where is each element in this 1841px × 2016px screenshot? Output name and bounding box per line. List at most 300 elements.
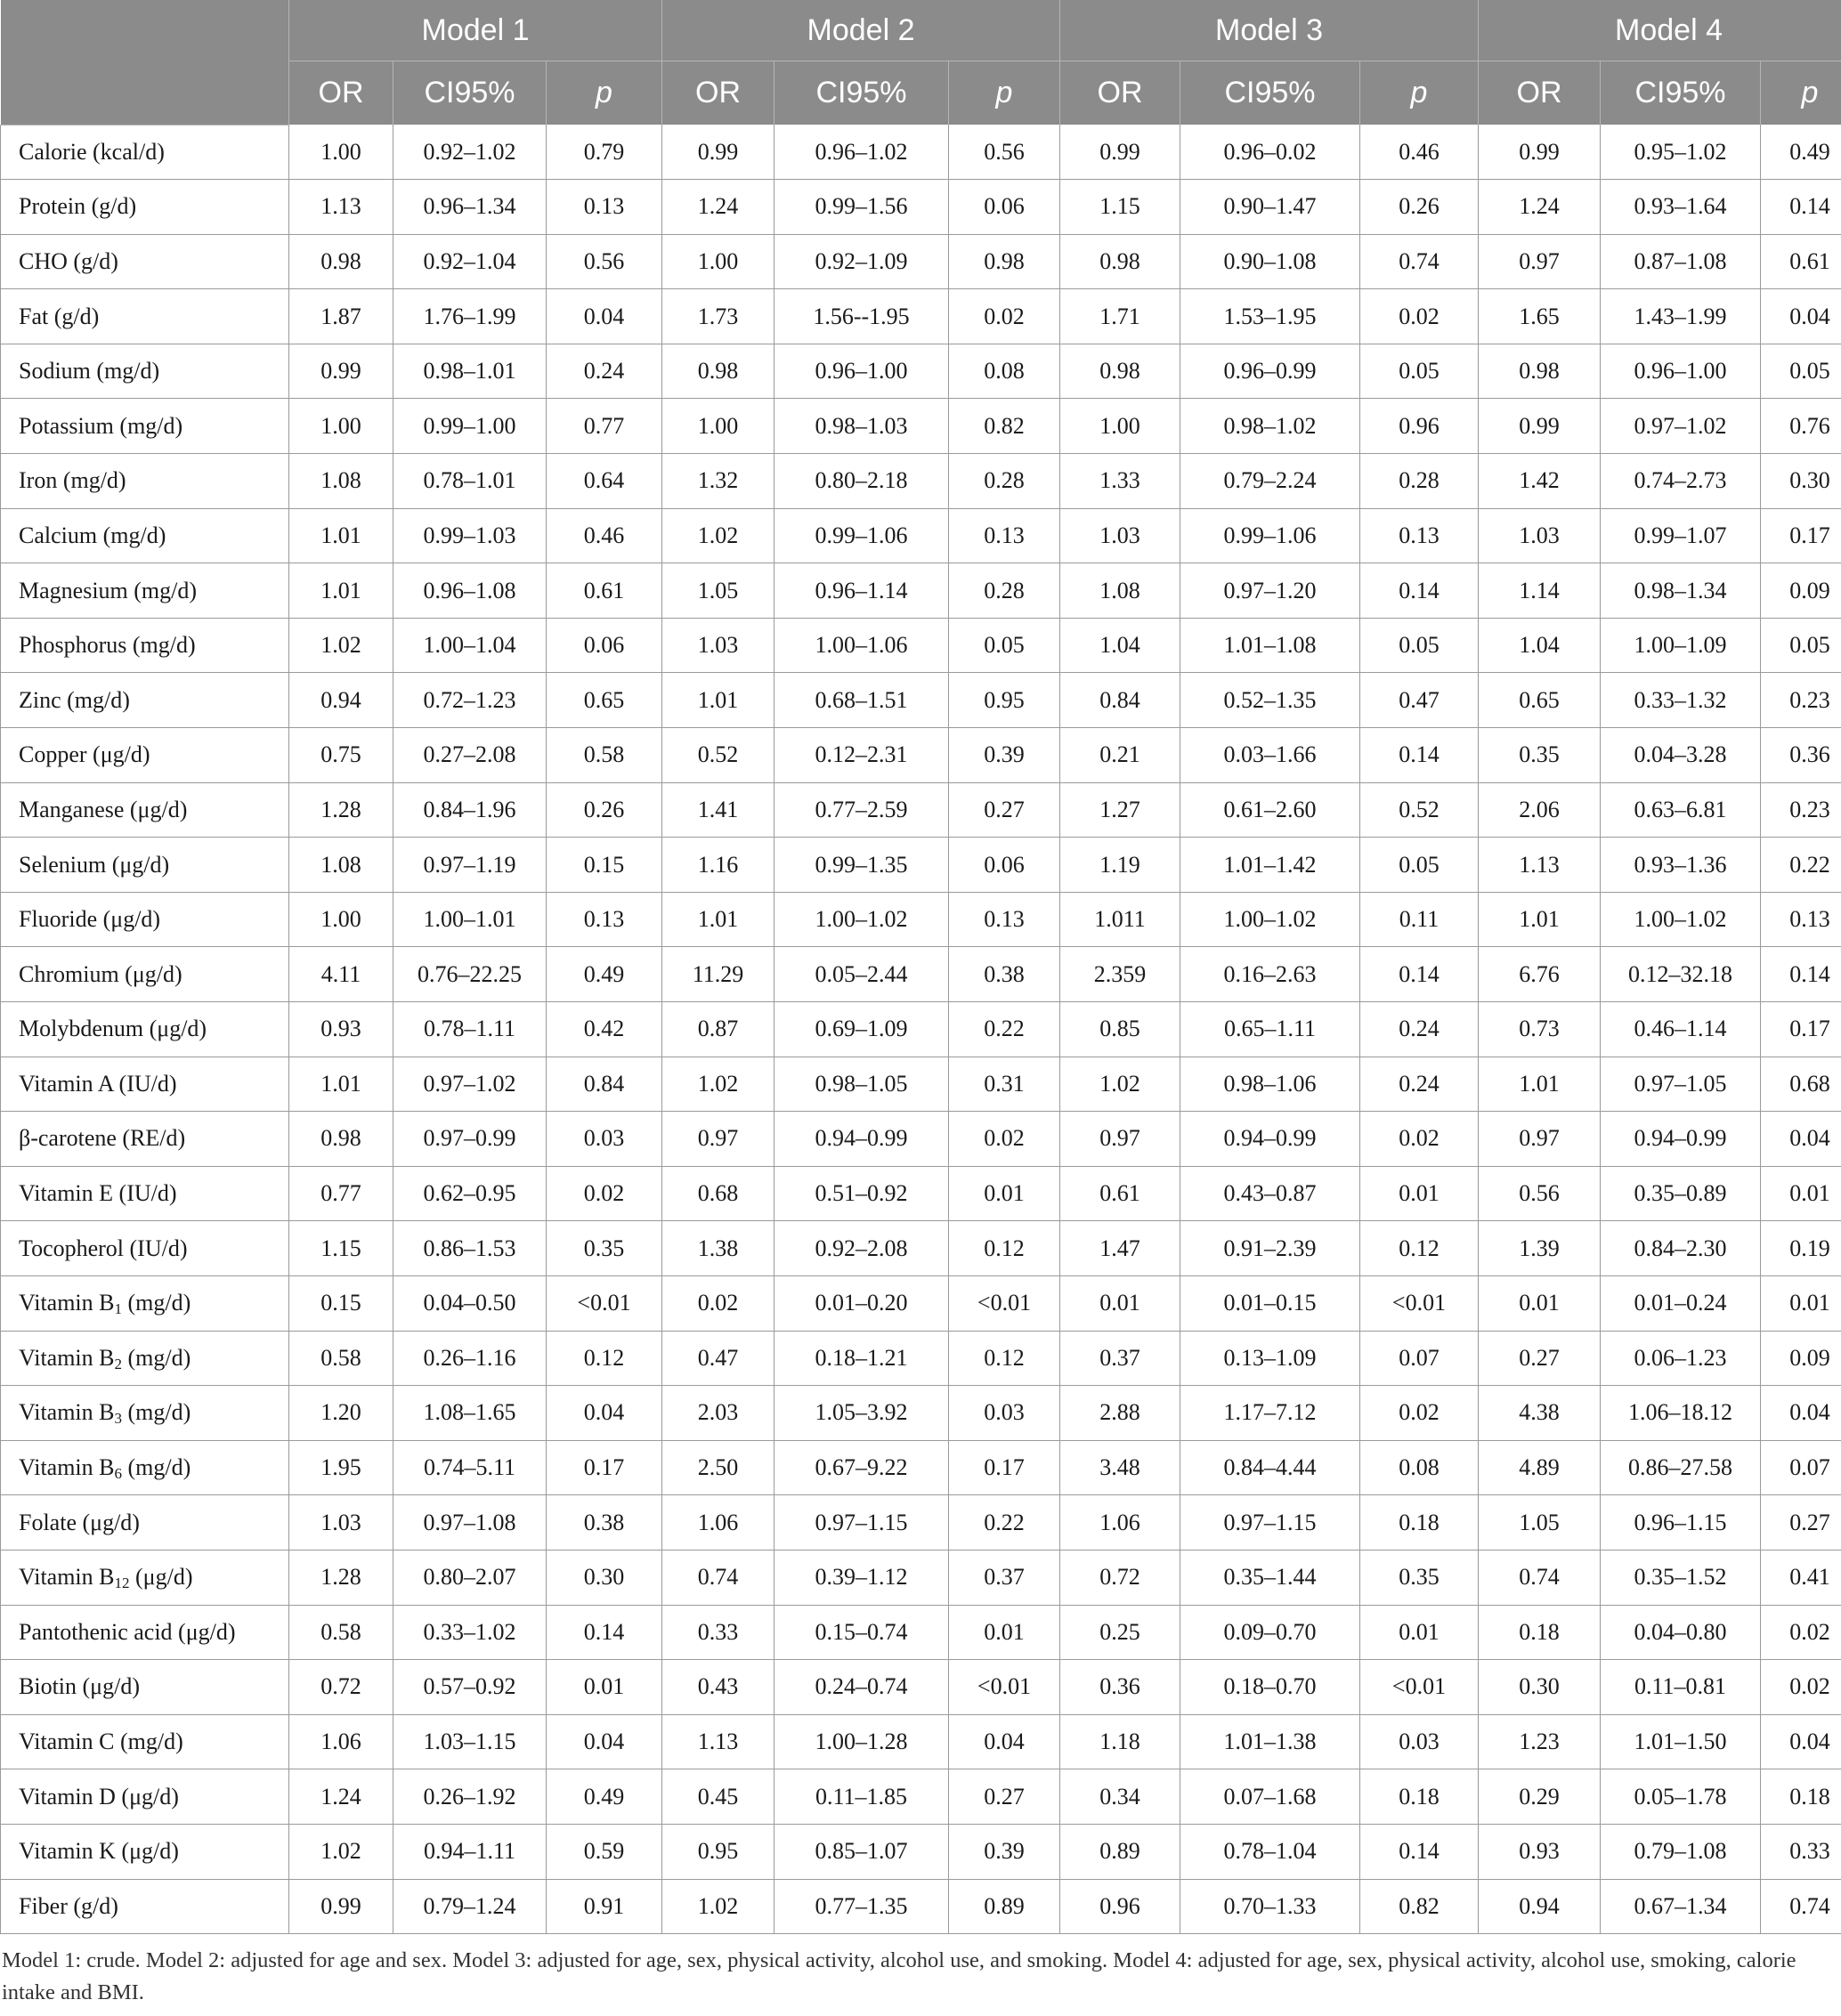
- or-value: 1.02: [289, 618, 393, 673]
- or-value: 1.47: [1060, 1221, 1180, 1276]
- ci-value: 0.98–1.01: [393, 344, 547, 399]
- or-value: 1.01: [289, 508, 393, 563]
- p-value: 0.05: [1761, 618, 1841, 673]
- or-value: 1.00: [1060, 399, 1180, 454]
- row-label-text: Vitamin A (IU/d): [19, 1070, 177, 1097]
- ci-value: 0.94–1.11: [393, 1824, 547, 1879]
- ci-value: 0.67–1.34: [1601, 1879, 1761, 1934]
- table-row: [1, 1112, 1841, 1167]
- or-value: 1.13: [289, 180, 393, 235]
- p-value: 0.17: [949, 1440, 1060, 1495]
- p-value: 0.74: [1761, 1879, 1841, 1934]
- p-value: 0.30: [1761, 454, 1841, 509]
- row-label-subscript: 3: [114, 1410, 122, 1428]
- p-value: 0.04: [547, 289, 662, 344]
- ci-value: 0.97–1.15: [1180, 1495, 1360, 1550]
- or-value: 1.28: [289, 782, 393, 838]
- p-value: <0.01: [1360, 1275, 1479, 1331]
- or-value: 1.02: [662, 1879, 775, 1934]
- row-label-text: Vitamin B: [19, 1290, 115, 1316]
- ci-value: 0.33–1.02: [393, 1605, 547, 1660]
- row-label-text: Vitamin B: [19, 1344, 115, 1371]
- p-header: p: [1761, 61, 1841, 125]
- p-value: 0.74: [1360, 234, 1479, 289]
- or-value: 1.08: [289, 454, 393, 509]
- row-label: [1, 1714, 289, 1769]
- or-value: 11.29: [662, 947, 775, 1002]
- ci-value: 0.99–1.06: [775, 508, 949, 563]
- p-value: 0.56: [547, 234, 662, 289]
- or-value: 1.01: [662, 892, 775, 947]
- p-value: 0.28: [1360, 454, 1479, 509]
- ci-value: 0.97–1.20: [1180, 563, 1360, 619]
- ci-value: 0.97–1.02: [1601, 399, 1761, 454]
- header-stub: [1, 0, 289, 125]
- or-value: 0.93: [1479, 1824, 1601, 1879]
- ci-value: 1.76–1.99: [393, 289, 547, 344]
- row-label: [1, 728, 289, 783]
- row-label-text: Protein (g/d): [19, 193, 137, 220]
- table-row: [1, 1605, 1841, 1660]
- p-value: <0.01: [949, 1660, 1060, 1715]
- or-value: 1.00: [289, 892, 393, 947]
- ci-value: 0.94–0.99: [1601, 1112, 1761, 1167]
- ci-value: 0.80–2.18: [775, 454, 949, 509]
- or-value: 1.01: [1479, 1057, 1601, 1112]
- row-label: [1, 508, 289, 563]
- table-row: [1, 1331, 1841, 1386]
- p-value: 0.47: [1360, 673, 1479, 728]
- ci-value: 0.72–1.23: [393, 673, 547, 728]
- table-row: [1, 1714, 1841, 1769]
- or-value: 0.97: [1060, 1112, 1180, 1167]
- ci-value: 0.05–2.44: [775, 947, 949, 1002]
- row-label: [1, 1002, 289, 1057]
- or-value: 0.96: [1060, 1879, 1180, 1934]
- p-value: 0.22: [949, 1002, 1060, 1057]
- or-value: 1.02: [289, 1824, 393, 1879]
- ci-value: 0.86–1.53: [393, 1221, 547, 1276]
- or-value: 0.97: [662, 1112, 775, 1167]
- model-2-header: Model 2: [662, 0, 1060, 61]
- p-value: 0.79: [547, 125, 662, 180]
- p-value: 0.18: [1761, 1769, 1841, 1825]
- ci-value: 1.06–18.12: [1601, 1386, 1761, 1441]
- ci-value: 1.01–1.38: [1180, 1714, 1360, 1769]
- table-row: [1, 782, 1841, 838]
- ci-value: 0.96–1.02: [775, 125, 949, 180]
- p-value: 0.46: [547, 508, 662, 563]
- row-label: [1, 1605, 289, 1660]
- or-value: 1.39: [1479, 1221, 1601, 1276]
- ci-value: 0.16–2.63: [1180, 947, 1360, 1002]
- p-value: 0.05: [1360, 618, 1479, 673]
- or-value: 1.20: [289, 1386, 393, 1441]
- or-value: 1.03: [1060, 508, 1180, 563]
- or-value: 1.19: [1060, 838, 1180, 893]
- ci-value: 0.97–1.19: [393, 838, 547, 893]
- or-value: 0.27: [1479, 1331, 1601, 1386]
- or-value: 0.85: [1060, 1002, 1180, 1057]
- or-value: 0.15: [289, 1275, 393, 1331]
- p-value: 0.04: [1761, 1112, 1841, 1167]
- or-header: OR: [289, 61, 393, 125]
- or-value: 0.98: [1060, 234, 1180, 289]
- or-value: 0.72: [1060, 1550, 1180, 1605]
- p-value: 0.39: [949, 1824, 1060, 1879]
- ci-value: 0.11–1.85: [775, 1769, 949, 1825]
- or-value: 1.24: [289, 1769, 393, 1825]
- or-header: OR: [1060, 61, 1180, 125]
- or-value: 1.14: [1479, 563, 1601, 619]
- p-value: 0.13: [1360, 508, 1479, 563]
- p-value: 0.26: [547, 782, 662, 838]
- or-value: 0.72: [289, 1660, 393, 1715]
- ci-value: 0.84–1.96: [393, 782, 547, 838]
- row-label-text: Folate (μg/d): [19, 1509, 140, 1535]
- ci-value: 0.99–1.06: [1180, 508, 1360, 563]
- or-value: 0.89: [1060, 1824, 1180, 1879]
- or-value: 1.03: [662, 618, 775, 673]
- table-header: [1, 0, 1841, 125]
- p-value: 0.17: [1761, 508, 1841, 563]
- p-value: 0.04: [1761, 1386, 1841, 1441]
- p-value: <0.01: [547, 1275, 662, 1331]
- row-label-subscript: 1: [114, 1300, 122, 1318]
- p-value: 0.26: [1360, 180, 1479, 235]
- or-value: 1.32: [662, 454, 775, 509]
- table-row: [1, 618, 1841, 673]
- or-value: 1.05: [1479, 1495, 1601, 1550]
- ci-value: 0.78–1.11: [393, 1002, 547, 1057]
- p-value: 0.28: [949, 454, 1060, 509]
- or-value: 1.01: [662, 673, 775, 728]
- row-label-text: Phosphorus (mg/d): [19, 632, 196, 659]
- or-value: 1.00: [662, 399, 775, 454]
- or-value: 0.52: [662, 728, 775, 783]
- ci-value: 1.05–3.92: [775, 1386, 949, 1441]
- or-value: 1.01: [1479, 892, 1601, 947]
- ci-value: 0.12–2.31: [775, 728, 949, 783]
- ci-header: CI95%: [1180, 61, 1360, 125]
- p-value: 0.02: [1761, 1660, 1841, 1715]
- or-value: 0.30: [1479, 1660, 1601, 1715]
- p-value: 0.65: [547, 673, 662, 728]
- or-value: 1.03: [289, 1495, 393, 1550]
- p-value: 0.03: [547, 1112, 662, 1167]
- row-label-text: Vitamin E (IU/d): [19, 1180, 177, 1207]
- or-value: 0.37: [1060, 1331, 1180, 1386]
- p-value: 0.49: [1761, 125, 1841, 180]
- or-value: 0.29: [1479, 1769, 1601, 1825]
- table-row: [1, 1550, 1841, 1605]
- p-value: 0.37: [949, 1550, 1060, 1605]
- row-label: [1, 1550, 289, 1605]
- p-header: p: [547, 61, 662, 125]
- or-value: 1.24: [662, 180, 775, 235]
- ci-value: 0.92–1.02: [393, 125, 547, 180]
- ci-value: 1.08–1.65: [393, 1386, 547, 1441]
- p-value: 0.08: [1360, 1440, 1479, 1495]
- row-label: [1, 234, 289, 289]
- table-row: [1, 1660, 1841, 1715]
- or-value: 1.06: [662, 1495, 775, 1550]
- p-value: 0.82: [949, 399, 1060, 454]
- p-value: 0.24: [1360, 1057, 1479, 1112]
- ci-value: 0.57–0.92: [393, 1660, 547, 1715]
- or-value: 0.94: [289, 673, 393, 728]
- ci-value: 0.97–0.99: [393, 1112, 547, 1167]
- or-value: 1.02: [662, 1057, 775, 1112]
- table-row: [1, 180, 1841, 235]
- row-label: [1, 1495, 289, 1550]
- p-value: 0.01: [547, 1660, 662, 1715]
- ci-value: 0.01–0.20: [775, 1275, 949, 1331]
- or-value: 1.00: [289, 399, 393, 454]
- or-value: 0.97: [1479, 1112, 1601, 1167]
- row-label-text: Tocopherol (IU/d): [19, 1235, 188, 1261]
- or-value: 0.25: [1060, 1605, 1180, 1660]
- p-value: 0.02: [1360, 289, 1479, 344]
- row-label-subscript: 12: [114, 1575, 130, 1592]
- or-value: 1.00: [289, 125, 393, 180]
- p-value: <0.01: [1360, 1660, 1479, 1715]
- p-value: 0.28: [949, 563, 1060, 619]
- row-label-unit: (mg/d): [122, 1290, 191, 1316]
- p-value: 0.05: [1360, 344, 1479, 399]
- ci-value: 0.96–1.15: [1601, 1495, 1761, 1550]
- ci-value: 0.96–1.34: [393, 180, 547, 235]
- p-value: 0.07: [1761, 1440, 1841, 1495]
- ci-value: 1.00–1.02: [1601, 892, 1761, 947]
- table-row: [1, 1495, 1841, 1550]
- or-value: 0.99: [662, 125, 775, 180]
- p-value: 0.14: [1761, 180, 1841, 235]
- or-value: 0.73: [1479, 1002, 1601, 1057]
- or-value: 0.68: [662, 1166, 775, 1221]
- ci-value: 0.96–0.99: [1180, 344, 1360, 399]
- row-label: [1, 399, 289, 454]
- row-label-text: Fiber (g/d): [19, 1892, 118, 1919]
- ci-value: 0.46–1.14: [1601, 1002, 1761, 1057]
- table-body: [1, 125, 1841, 1934]
- ci-value: 0.96–0.02: [1180, 125, 1360, 180]
- or-header: OR: [662, 61, 775, 125]
- p-value: 0.01: [1360, 1166, 1479, 1221]
- row-label: [1, 180, 289, 235]
- p-value: 0.01: [1761, 1275, 1841, 1331]
- ci-value: 0.35–1.52: [1601, 1550, 1761, 1605]
- table-row: [1, 454, 1841, 509]
- row-label-text: Calorie (kcal/d): [19, 138, 165, 165]
- ci-value: 0.97–1.15: [775, 1495, 949, 1550]
- ci-value: 1.53–1.95: [1180, 289, 1360, 344]
- p-value: 0.96: [1360, 399, 1479, 454]
- row-label: [1, 344, 289, 399]
- p-value: 0.18: [1360, 1769, 1479, 1825]
- p-value: 0.98: [949, 234, 1060, 289]
- ci-value: 0.87–1.08: [1601, 234, 1761, 289]
- or-value: 0.84: [1060, 673, 1180, 728]
- ci-value: 0.80–2.07: [393, 1550, 547, 1605]
- row-label: [1, 125, 289, 180]
- or-value: 1.04: [1060, 618, 1180, 673]
- or-value: 2.06: [1479, 782, 1601, 838]
- table-row: [1, 838, 1841, 893]
- or-value: 1.13: [1479, 838, 1601, 893]
- p-value: 0.27: [949, 1769, 1060, 1825]
- row-label-text: Sodium (mg/d): [19, 358, 160, 385]
- ci-value: 1.17–7.12: [1180, 1386, 1360, 1441]
- ci-value: 0.98–1.02: [1180, 399, 1360, 454]
- or-value: 1.08: [1060, 563, 1180, 619]
- ci-header: CI95%: [775, 61, 949, 125]
- ci-value: 0.26–1.92: [393, 1769, 547, 1825]
- table-row: [1, 1386, 1841, 1441]
- ci-value: 1.00–1.02: [775, 892, 949, 947]
- or-value: 0.98: [1060, 344, 1180, 399]
- ci-value: 0.07–1.68: [1180, 1769, 1360, 1825]
- p-value: 0.68: [1761, 1057, 1841, 1112]
- or-value: 1.01: [289, 563, 393, 619]
- ci-value: 0.35–1.44: [1180, 1550, 1360, 1605]
- ci-value: 0.33–1.32: [1601, 673, 1761, 728]
- ci-value: 0.84–4.44: [1180, 1440, 1360, 1495]
- ci-value: 0.05–1.78: [1601, 1769, 1761, 1825]
- row-label-unit: (μg/d): [129, 1564, 193, 1591]
- p-value: 0.02: [1360, 1386, 1479, 1441]
- p-value: 0.13: [949, 508, 1060, 563]
- p-value: 0.31: [949, 1057, 1060, 1112]
- or-value: 1.03: [1479, 508, 1601, 563]
- row-label: [1, 1112, 289, 1167]
- ci-value: 0.52–1.35: [1180, 673, 1360, 728]
- p-value: 0.22: [1761, 838, 1841, 893]
- or-value: 0.94: [1479, 1879, 1601, 1934]
- p-value: 0.27: [949, 782, 1060, 838]
- p-value: 0.24: [547, 344, 662, 399]
- or-value: 0.58: [289, 1605, 393, 1660]
- ci-value: 1.00–1.02: [1180, 892, 1360, 947]
- row-label-text: β-carotene (RE/d): [19, 1125, 186, 1152]
- or-value: 4.89: [1479, 1440, 1601, 1495]
- or-value: 0.35: [1479, 728, 1601, 783]
- row-label: [1, 1275, 289, 1331]
- or-value: 0.95: [662, 1824, 775, 1879]
- ci-value: 0.79–2.24: [1180, 454, 1360, 509]
- row-label-text: Chromium (μg/d): [19, 960, 182, 987]
- or-value: 0.56: [1479, 1166, 1601, 1221]
- ci-value: 1.01–1.50: [1601, 1714, 1761, 1769]
- ci-value: 1.00–1.28: [775, 1714, 949, 1769]
- row-label: [1, 673, 289, 728]
- row-label: [1, 289, 289, 344]
- p-value: 0.84: [547, 1057, 662, 1112]
- p-value: 0.64: [547, 454, 662, 509]
- p-value: 0.17: [1761, 1002, 1841, 1057]
- p-value: 0.13: [547, 892, 662, 947]
- or-value: 0.65: [1479, 673, 1601, 728]
- ci-value: 0.24–0.74: [775, 1660, 949, 1715]
- row-label-text: Vitamin B: [19, 1564, 115, 1591]
- or-value: 1.27: [1060, 782, 1180, 838]
- ci-value: 0.99–1.03: [393, 508, 547, 563]
- ci-value: 0.04–0.50: [393, 1275, 547, 1331]
- p-value: 0.12: [949, 1221, 1060, 1276]
- ci-value: 1.03–1.15: [393, 1714, 547, 1769]
- or-value: 1.01: [289, 1057, 393, 1112]
- p-value: 0.04: [547, 1386, 662, 1441]
- p-value: 0.01: [1360, 1605, 1479, 1660]
- p-value: 0.38: [949, 947, 1060, 1002]
- table-row: [1, 563, 1841, 619]
- table-row: [1, 1275, 1841, 1331]
- ci-value: 0.92–1.09: [775, 234, 949, 289]
- p-value: 0.05: [949, 618, 1060, 673]
- or-value: 1.24: [1479, 180, 1601, 235]
- row-label-text: Vitamin B: [19, 1454, 115, 1481]
- p-value: 0.14: [1360, 563, 1479, 619]
- ci-value: 0.18–1.21: [775, 1331, 949, 1386]
- or-value: 0.36: [1060, 1660, 1180, 1715]
- or-value: 6.76: [1479, 947, 1601, 1002]
- table-row: [1, 289, 1841, 344]
- table-row: [1, 234, 1841, 289]
- table-row: [1, 508, 1841, 563]
- or-value: 0.02: [662, 1275, 775, 1331]
- or-value: 3.48: [1060, 1440, 1180, 1495]
- p-value: 0.06: [949, 180, 1060, 235]
- row-label: [1, 1824, 289, 1879]
- ci-value: 0.70–1.33: [1180, 1879, 1360, 1934]
- p-value: 0.04: [949, 1714, 1060, 1769]
- p-value: 0.27: [1761, 1495, 1841, 1550]
- row-label-subscript: 6: [114, 1465, 122, 1483]
- or-value: 1.42: [1479, 454, 1601, 509]
- row-label-text: Fat (g/d): [19, 303, 100, 329]
- p-value: 0.46: [1360, 125, 1479, 180]
- row-label: [1, 782, 289, 838]
- or-value: 1.011: [1060, 892, 1180, 947]
- row-label: [1, 618, 289, 673]
- p-value: 0.52: [1360, 782, 1479, 838]
- ci-value: 0.96–1.00: [1601, 344, 1761, 399]
- or-value: 1.95: [289, 1440, 393, 1495]
- ci-value: 0.43–0.87: [1180, 1166, 1360, 1221]
- table-row: [1, 399, 1841, 454]
- row-label-text: Copper (μg/d): [19, 741, 150, 768]
- or-value: 1.06: [1060, 1495, 1180, 1550]
- ci-value: 0.98–1.06: [1180, 1057, 1360, 1112]
- p-value: 0.14: [1360, 947, 1479, 1002]
- p-value: 0.42: [547, 1002, 662, 1057]
- ci-value: 0.69–1.09: [775, 1002, 949, 1057]
- or-value: 1.16: [662, 838, 775, 893]
- ci-value: 0.79–1.24: [393, 1879, 547, 1934]
- or-value: 1.23: [1479, 1714, 1601, 1769]
- row-label-text: Biotin (μg/d): [19, 1673, 140, 1700]
- p-value: 0.03: [1360, 1714, 1479, 1769]
- or-value: 0.98: [289, 234, 393, 289]
- p-value: 0.12: [1360, 1221, 1479, 1276]
- p-value: 0.05: [1761, 344, 1841, 399]
- ci-value: 0.98–1.03: [775, 399, 949, 454]
- p-value: 0.03: [949, 1386, 1060, 1441]
- ci-value: 0.06–1.23: [1601, 1331, 1761, 1386]
- row-label: [1, 1769, 289, 1825]
- row-label-text: Fluoride (μg/d): [19, 906, 161, 933]
- p-value: 0.04: [1761, 289, 1841, 344]
